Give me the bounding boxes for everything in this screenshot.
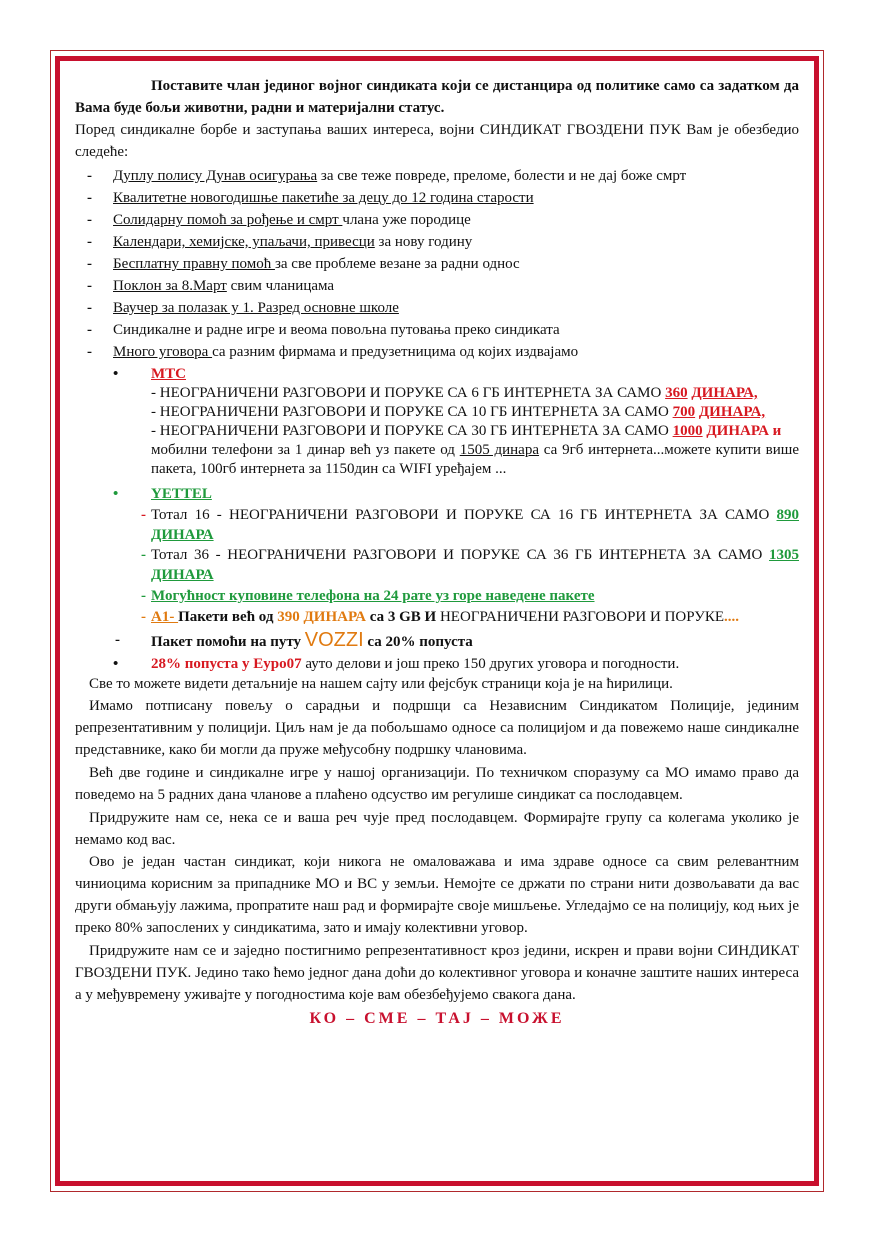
benefit-text: свим члaницама	[226, 278, 335, 294]
euro-offer: • 28% попуста у Еуро07 ауто делови и још преко 150 других уговора и погодности.	[75, 653, 799, 675]
benefit-underlined: Много уговора	[113, 344, 213, 360]
list-item	[75, 165, 799, 187]
paragraph: Ово је један частан синдикат, који никога не омаловажава и има здраве односе са свим релевантним чиниоцима корисним за припаднике МО и ВС у земљи. Немојте се држати по страни нити дозвољавати да вас други обмањују лажима, пропратите наш рад и формирајте своје мишљење. Угледајмо се на полицију, код њих је преко 80% запослених у синдикатима, зато и имају колективни уговор.	[75, 854, 799, 936]
dash-marker: -	[115, 632, 120, 648]
yettel-total16: - Тотал 16 - НЕОГРАНИЧЕНИ РАЗГОВОРИ И ПОРУКЕ СА 16 ГБ ИНТЕРНЕТА ЗА САМО 890 ДИНАРА	[141, 507, 799, 543]
paragraph: Придружите нам се и заједно постигнимо репрезентативност кроз једини, искрен и прави војни СИНДИКАТ ГВОЗДЕНИ ПУК. Једино тако ћемо једног дана доћи до колективног уговора и коначне заштите наших интереса а у међувремену уживајте у погодностима које вам обезбеђујемо свакога дана.	[75, 943, 799, 1003]
dash-marker: -	[141, 588, 146, 604]
mts-offer: - НЕОГРАНИЧЕНИ РАЗГОВОРИ И ПОРУКЕ СА 6 ГБ ИНТЕРНЕТА ЗА САМО 360 ДИНАРА,	[151, 385, 758, 401]
list-item	[75, 275, 799, 297]
benefit-text: Синдикалне и радне игре и веома повољна путовања преко синдиката	[113, 322, 560, 338]
intro-heading: Поставите члан јединог војног синдиката који се дистанцира од политике само са задатком да Вама буде бољи животни, радни и материјални статус.	[75, 78, 799, 116]
paragraph: Већ две године и синдикалне игре у нашој организацији. По техничком споразуму са МО имамо право да поведемо на 5 радних дана чланове а плаћено одсуство им регулише синдикат са послодавцем.	[75, 765, 799, 803]
list-item	[75, 209, 799, 231]
benefit-underlined: Поклон за 8.Март	[113, 278, 227, 294]
benefit-text: за све проблеме везане за радни однос	[274, 256, 520, 272]
bullet-icon: •	[113, 366, 119, 382]
paragraph: Имамо потписану повељу о сарадњи и подршци са Независним Синдикатом Полиције, јединим репрезентативним у полицији. Циљ нам је да побољшамо односе са полицијом и да повежемо наше синдикалне представнике, како би могли да пруже међусобну подршку члановима.	[75, 698, 799, 758]
benefit-text: члана уже породице	[342, 212, 471, 228]
list-item	[75, 341, 799, 363]
yettel-phones: - Могућност куповине телефона на 24 рате уз горе наведене пакете	[75, 585, 799, 607]
dash-marker: -	[141, 609, 146, 625]
bullet-icon: •	[113, 486, 119, 502]
dash-marker: -	[141, 547, 146, 563]
benefits-list	[75, 165, 799, 363]
a1-offer: - А1- Пакети већ од 390 ДИНАРА са 3 GB И НЕОГРАНИЧЕНИ РАЗГОВОРИ И ПОРУКЕ....	[141, 609, 740, 625]
bullet-icon: •	[113, 656, 119, 672]
benefit-underlined: Солидарну помоћ за рођење и смрт	[113, 212, 343, 228]
mts-phones: мобилни телефони за 1 динар већ уз пакете од 1505 динара са 9гб интернета...можете купити више пакета, 100гб интернета за 1150дин са WIFI уређајем ...	[151, 442, 799, 477]
benefit-underlined: Календари, хемијске, упаљачи, привесци	[113, 234, 375, 250]
yettel-total36: - Тотал 36 - НЕОГРАНИЧЕНИ РАЗГОВОРИ И ПОРУКЕ СА 36 ГБ ИНТЕРНЕТА ЗА САМО 1305 ДИНАРА	[141, 547, 799, 583]
paragraph: Придружите нам се, нека се и ваша реч чује пред послодавцем. Формирајте групу са колегама уколико је немамо код вас.	[75, 810, 799, 848]
list-item	[75, 297, 799, 319]
mts-offer: - НЕОГРАНИЧЕНИ РАЗГОВОРИ И ПОРУКЕ СА 30 ГБ ИНТЕРНЕТА ЗА САМО 1000 ДИНАРА и	[151, 423, 782, 439]
yettel-title: YETTEL	[151, 486, 212, 502]
yettel-title-row	[75, 483, 799, 505]
list-item	[75, 253, 799, 275]
list-item	[75, 231, 799, 253]
benefit-text: за све теже повреде, преломе, болести и не дај боже смрт	[317, 168, 687, 184]
benefit-text: за нову годину	[374, 234, 473, 250]
benefit-text: са разним фирмама и предузетницима од којих издвајамо	[212, 344, 579, 360]
benefit-underlined: Бесплатну правну помоћ	[113, 256, 275, 272]
vozzi-logo-text: VOZZI	[304, 629, 364, 651]
benefit-underlined: Дуплу полису Дунав осигурања	[113, 168, 318, 184]
flyer-content	[75, 75, 799, 1030]
mts-title: МТС	[151, 366, 186, 382]
mts-offer: - НЕОГРАНИЧЕНИ РАЗГОВОРИ И ПОРУКЕ СА 10 ГБ ИНТЕРНЕТА ЗА САМО 700 ДИНАРА,	[151, 404, 766, 420]
benefit-underlined: Квалитетне новогодишње пакетиће за децу до 12 година старости	[113, 190, 534, 206]
intro-text: Поред синдикалне борбе и заступања ваших интереса, војни СИНДИКАТ ГВОЗДЕНИ ПУК Вам је обезбедио следеће:	[75, 122, 799, 160]
benefit-underlined: Ваучер за полазак у 1. Разред основне школе	[113, 300, 399, 316]
list-item	[75, 319, 799, 341]
mts-section	[75, 365, 799, 479]
motto: КО – СМЕ – ТАЈ – МОЖЕ	[309, 1010, 565, 1027]
vozzi-offer: - Пакет помоћи на путу VOZZI са 20% попуста	[115, 629, 473, 651]
paragraph: Све то можете видети детаљније на нашем сајту или фејсбук страници која је на ћирилици.	[89, 676, 673, 692]
list-item	[75, 187, 799, 209]
dash-marker: -	[141, 507, 146, 523]
